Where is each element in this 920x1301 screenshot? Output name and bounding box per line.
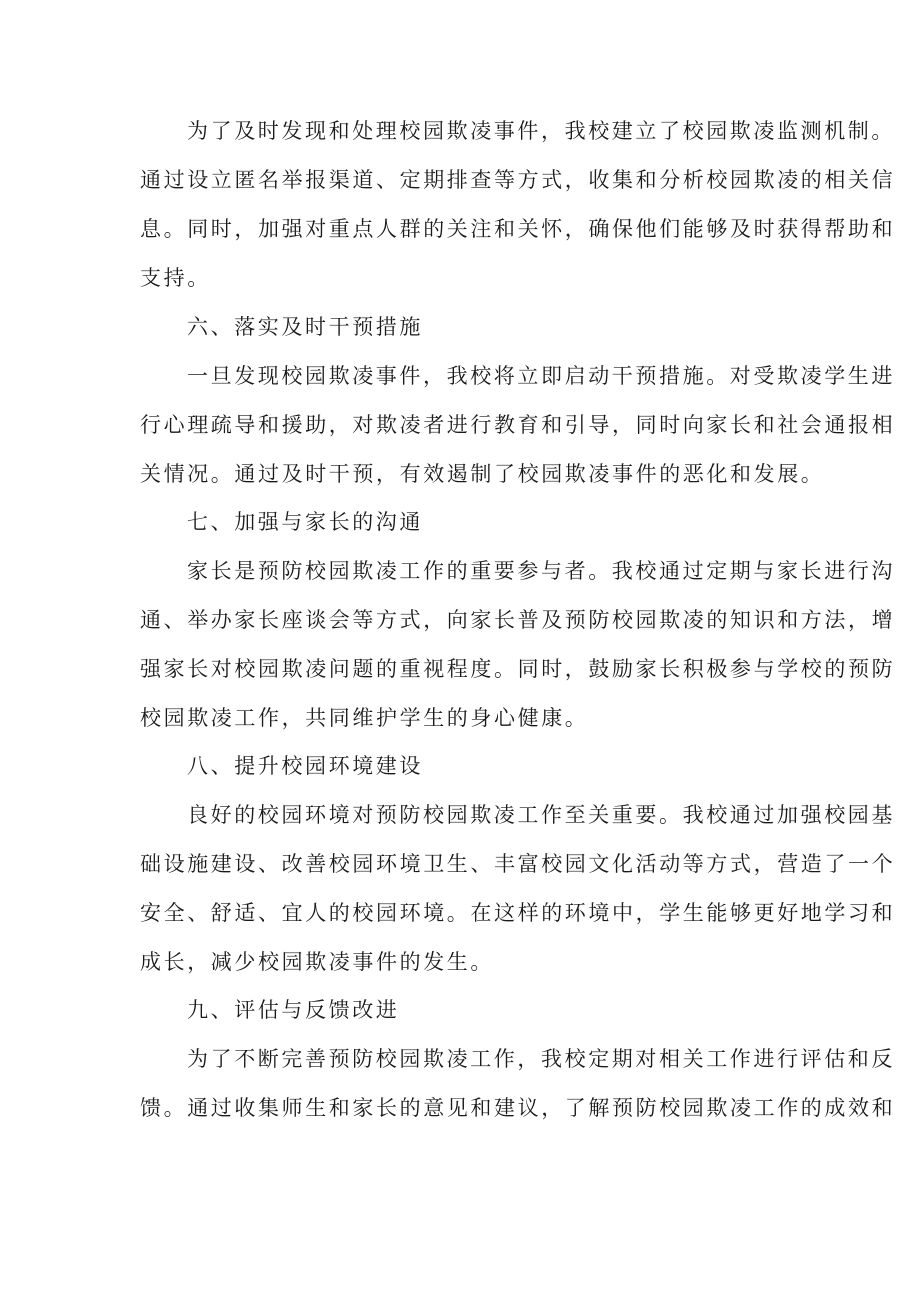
paragraph-line: 息。同时，加强对重点人群的关注和关怀，确保他们能够及时获得帮助和 bbox=[140, 217, 896, 241]
paragraph-line: 支持。 bbox=[140, 266, 211, 290]
paragraph-line: 础设施建设、改善校园环境卫生、丰富校园文化活动等方式，营造了一个 bbox=[140, 852, 896, 876]
paragraph-line: 为了不断完善预防校园欺凌工作，我校定期对相关工作进行评估和反 bbox=[187, 1047, 895, 1071]
section-heading: 六、落实及时干预措施 bbox=[187, 315, 423, 339]
section-heading: 七、加强与家长的沟通 bbox=[187, 510, 423, 534]
paragraph-line: 关情况。通过及时干预，有效遏制了校园欺凌事件的恶化和发展。 bbox=[140, 462, 825, 486]
paragraph-line: 一旦发现校园欺凌事件，我校将立即启动干预措施。对受欺凌学生进 bbox=[187, 364, 895, 388]
section-heading: 九、评估与反馈改进 bbox=[187, 998, 400, 1022]
paragraph-line: 成长，减少校园欺凌事件的发生。 bbox=[140, 950, 494, 974]
paragraph-line: 校园欺凌工作，共同维护学生的身心健康。 bbox=[140, 706, 589, 730]
paragraph-line: 良好的校园环境对预防校园欺凌工作至关重要。我校通过加强校园基 bbox=[187, 803, 895, 827]
paragraph-line: 为了及时发现和处理校园欺凌事件，我校建立了校园欺凌监测机制。 bbox=[187, 119, 895, 143]
paragraph-line: 家长是预防校园欺凌工作的重要参与者。我校通过定期与家长进行沟 bbox=[187, 559, 895, 583]
paragraph-line: 通过设立匿名举报渠道、定期排查等方式，收集和分析校园欺凌的相关信 bbox=[140, 168, 896, 192]
paragraph-line: 强家长对校园欺凌问题的重视程度。同时，鼓励家长积极参与学校的预防 bbox=[140, 657, 896, 681]
paragraph-line: 安全、舒适、宜人的校园环境。在这样的环境中，学生能够更好地学习和 bbox=[140, 901, 896, 925]
paragraph-line: 通、举办家长座谈会等方式，向家长普及预防校园欺凌的知识和方法，增 bbox=[140, 608, 896, 632]
section-heading: 八、提升校园环境建设 bbox=[187, 754, 423, 778]
paragraph-line: 馈。通过收集师生和家长的意见和建议，了解预防校园欺凌工作的成效和 bbox=[140, 1096, 896, 1120]
paragraph-line: 行心理疏导和援助，对欺凌者进行教育和引导，同时向家长和社会通报相 bbox=[140, 413, 896, 437]
